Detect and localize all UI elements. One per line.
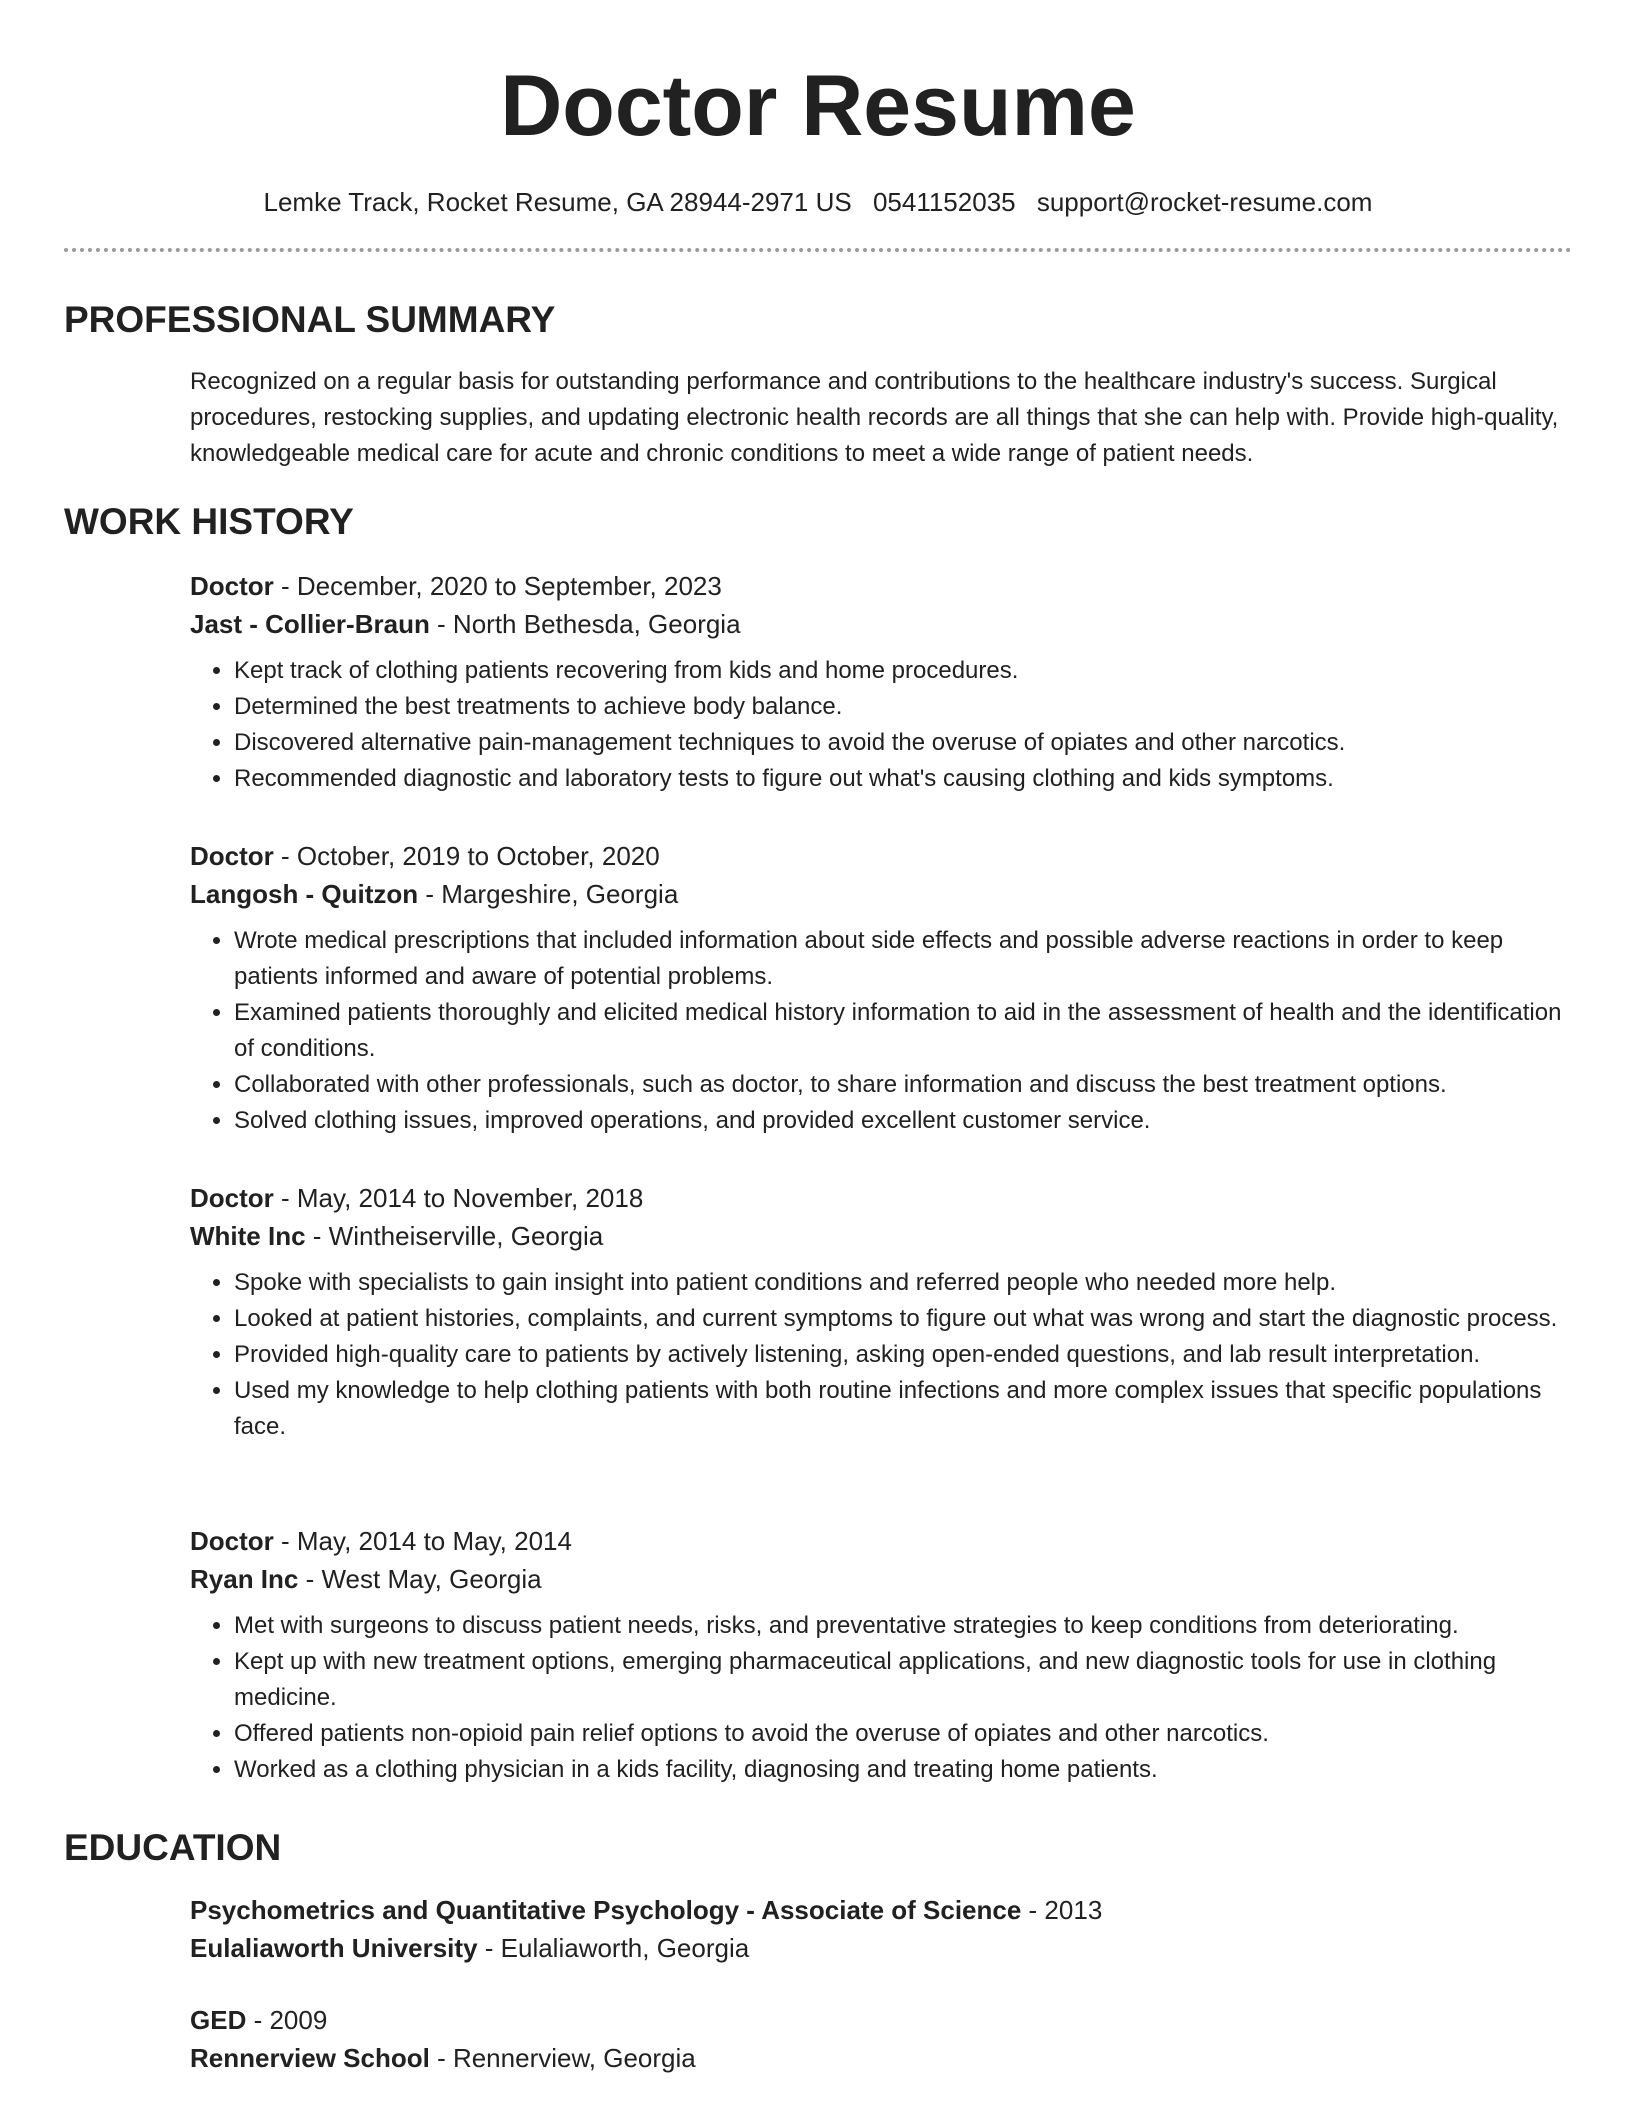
job-bullet: • Discovered alternative pain-management techniques to avoid the overuse of opiates and other narcotics. — [234, 725, 1572, 761]
school: Eulaliaworth University — [190, 1933, 478, 1963]
job-bullet: • Offered patients non-opioid pain relief options to avoid the overuse of opiates and other narcotics. — [234, 1716, 1572, 1752]
job-dates: - October, 2019 to October, 2020 — [273, 841, 660, 871]
job-title: Doctor — [190, 1526, 274, 1556]
job-bullet: • Spoke with specialists to gain insight into patient conditions and referred people who needed more help. — [234, 1265, 1572, 1301]
degree: Psychometrics and Quantitative Psychology - Associate of Science — [190, 1895, 1022, 1925]
resume-page — [64, 0, 1572, 2073]
job-bullet: • Wrote medical prescriptions that included information about side effects and possible adverse reactions in order to keep patients informed and aware of potential problems. — [234, 923, 1572, 995]
job-company: Jast - Collier-Braun — [190, 609, 430, 639]
job-title-line — [190, 1179, 1572, 1217]
page-title: Doctor Resume — [500, 58, 1136, 154]
job-bullet: • Kept track of clothing patients recovering from kids and home procedures. — [234, 653, 1572, 689]
school-line — [190, 2039, 1572, 2077]
degree-year: - 2013 — [1021, 1895, 1103, 1925]
job-company-line — [190, 1217, 1572, 1255]
school-location: - Eulaliaworth, Georgia — [477, 1933, 750, 1963]
job-bullet: • Used my knowledge to help clothing patients with both routine infections and more complex issues that specific populations face. — [234, 1373, 1572, 1445]
job-entry — [190, 1522, 1572, 1788]
job-location: - Margeshire, Georgia — [418, 879, 679, 909]
job-bullets — [190, 1265, 1572, 1445]
job-dates: - May, 2014 to November, 2018 — [273, 1183, 644, 1213]
school-line — [190, 1929, 1572, 1967]
job-company-line — [190, 875, 1572, 913]
degree-line — [190, 2001, 1572, 2039]
job-bullets — [190, 923, 1572, 1139]
job-title-line — [190, 1522, 1572, 1560]
job-bullets — [190, 653, 1572, 797]
job-title-line — [190, 567, 1572, 605]
school: Rennerview School — [190, 2043, 430, 2073]
job-bullet: • Recommended diagnostic and laboratory tests to figure out what's causing clothing and kids symptoms. — [234, 761, 1572, 797]
education-entry — [190, 2001, 1572, 2077]
job-bullet: • Collaborated with other professionals, such as doctor, to share information and discuss the best treatment options. — [234, 1067, 1572, 1103]
job-location: - West May, Georgia — [298, 1564, 542, 1594]
job-company-line — [190, 1560, 1572, 1598]
degree-year: - 2009 — [246, 2005, 328, 2035]
job-entry — [190, 837, 1572, 1139]
job-location: - North Bethesda, Georgia — [429, 609, 741, 639]
header-divider — [64, 248, 1572, 252]
job-bullet: • Met with surgeons to discuss patient needs, risks, and preventative strategies to keep conditions from deteriorating. — [234, 1608, 1572, 1644]
job-company: Langosh - Quitzon — [190, 879, 419, 909]
job-company-line — [190, 605, 1572, 643]
job-location: - Wintheiserville, Georgia — [305, 1221, 604, 1251]
job-bullet: • Worked as a clothing physician in a kids facility, diagnosing and treating home patients. — [234, 1752, 1572, 1788]
job-title: Doctor — [190, 841, 274, 871]
work-history-heading: WORK HISTORY — [64, 501, 354, 542]
summary-heading: PROFESSIONAL SUMMARY — [64, 299, 556, 340]
contact-email: support@rocket-resume.com — [1036, 187, 1373, 217]
education-entry — [190, 1891, 1572, 1967]
summary-text: Recognized on a regular basis for outstanding performance and contributions to the healthcare industry's success. Surgical procedures, restocking supplies, and updating electronic health records are all things that she can help with. Provide high-quality, knowledgeable medical care for acute and chronic conditions to meet a wide range of patient needs. — [190, 368, 1559, 467]
job-title: Doctor — [190, 1183, 274, 1213]
contact-phone: 0541152035 — [872, 187, 1016, 217]
job-company: White Inc — [190, 1221, 306, 1251]
job-bullet: • Determined the best treatments to achieve body balance. — [234, 689, 1572, 725]
job-bullets — [190, 1608, 1572, 1788]
contact-line — [64, 184, 1572, 220]
education-heading: EDUCATION — [64, 1827, 282, 1868]
job-company: Ryan Inc — [190, 1564, 299, 1594]
job-bullet: • Looked at patient histories, complaints, and current symptoms to figure out what was wrong and start the diagnostic process. — [234, 1301, 1572, 1337]
job-dates: - December, 2020 to September, 2023 — [273, 571, 722, 601]
degree: GED — [190, 2005, 247, 2035]
job-bullet: • Kept up with new treatment options, emerging pharmaceutical applications, and new diagnostic tools for use in clothing medicine. — [234, 1644, 1572, 1716]
job-bullet: • Solved clothing issues, improved operations, and provided excellent customer service. — [234, 1103, 1572, 1139]
job-entry — [190, 1179, 1572, 1445]
job-title-line — [190, 837, 1572, 875]
job-entry — [190, 567, 1572, 797]
contact-address: Lemke Track, Rocket Resume, GA 28944-2971 US — [263, 187, 852, 217]
job-bullet: • Provided high-quality care to patients by actively listening, asking open-ended questions, and lab result interpretation. — [234, 1337, 1572, 1373]
job-bullet: • Examined patients thoroughly and elicited medical history information to aid in the assessment of health and the identification of conditions. — [234, 995, 1572, 1067]
school-location: - Rennerview, Georgia — [429, 2043, 696, 2073]
job-title: Doctor — [190, 571, 274, 601]
job-dates: - May, 2014 to May, 2014 — [273, 1526, 572, 1556]
degree-line — [190, 1891, 1572, 1929]
